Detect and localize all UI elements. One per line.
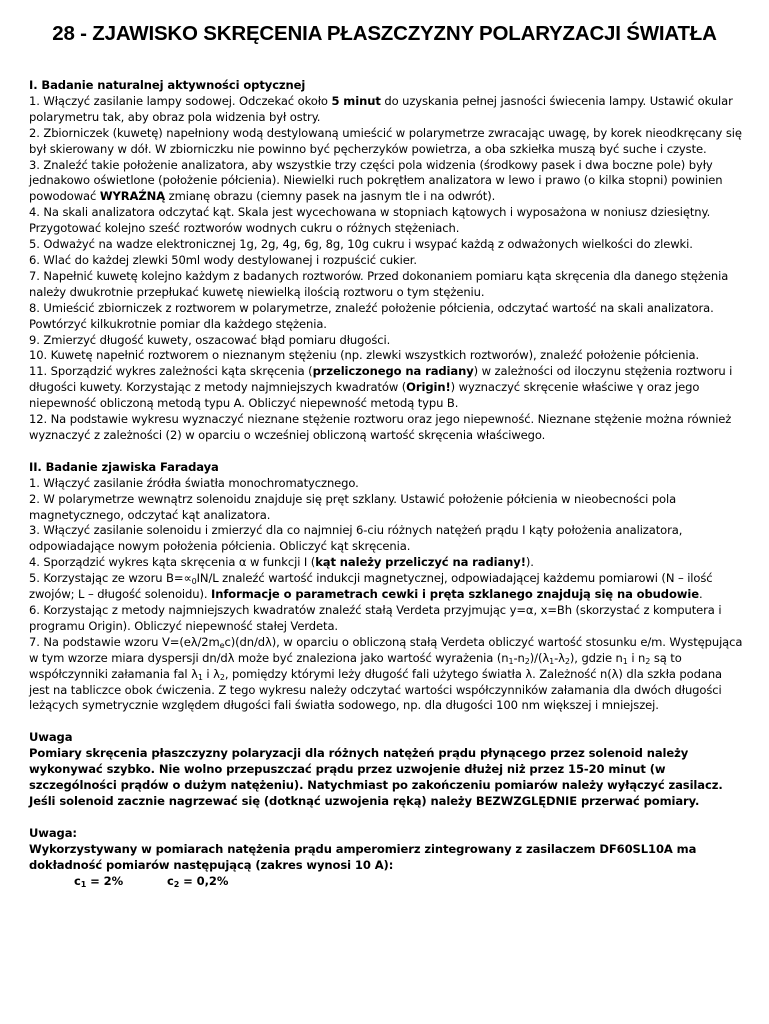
step-emphasis: przeliczonego na radiany: [312, 364, 474, 379]
section-1-step-9: 9. Zmierzyć długość kuwety, oszacować błąd pomiaru długości.: [29, 332, 391, 347]
accuracy-coefficients: [29, 874, 745, 890]
note-1-heading: Uwaga: [29, 730, 73, 745]
section-2-step-1: 1. Włączyć zasilanie źródła światła monochromatycznego.: [29, 475, 359, 490]
step-emphasis: 5 minut: [331, 93, 381, 108]
subscript: 2: [219, 672, 225, 682]
step-text: c)(dn/dλ), w oparciu o obliczoną stałą Verdeta obliczyć wartość stosunku e/m. Występująca w tym wzorze miara dyspersji dn/dλ może być znaleziona jako wartość wyrażenia (n: [29, 634, 743, 665]
step-text: są to współczynniki załamania fal λ: [29, 650, 682, 681]
note-1-text: Pomiary skręcenia płaszczyzny polaryzacji dla różnych natężeń prądu płynącego przez solenoid należy wykonywać szybko. Nie wolno przepuszczać prądu przez uzwojenie dłużej niż przez 15-20 minut (w szczególności prądów o dużym natężeniu). Natychmiast po zakończeniu pomiarów należy wyłączyć zasilacz. Jeśli solenoid zacznie nagrzewać się (dotknąć uzwojenia ręką) należy BEZWZGLĘDNIE przerwać pomiary.: [29, 746, 723, 808]
section-1-step-8: 8. Umieścić zbiorniczek z roztworem w polarymetrze, znaleźć położenie półcienia, odczytać wartość na skali analizatora. Powtórzyć kilkukrotnie pomiar dla każdego stężenia.: [29, 300, 714, 331]
section-2-heading: II. Badanie zjawiska Faradaya: [29, 459, 219, 474]
section-1-step-4: 4. Na skali analizatora odczytać kąt. Skala jest wycechowana w stopniach kątowych i wyposażona w noniusz dziesiętny. Przygotować kolejno sześć roztworów wodnych cukru o różnych stężeniach.: [29, 205, 711, 236]
step-text: zmianę obrazu (ciemny pasek na jasnym tle i na odwrót).: [165, 189, 496, 204]
document-title: 28 - ZJAWISKO SKRĘCENIA PŁASZCZYZNY POLARYZACJI ŚWIATŁA: [52, 22, 717, 45]
step-text: ), gdzie n: [569, 650, 623, 665]
subscript: 0: [191, 577, 197, 587]
subscript: 1: [197, 672, 203, 682]
subscript: 1: [508, 656, 514, 666]
subscript: 1: [622, 656, 628, 666]
step-text: i λ: [202, 666, 220, 681]
section-gap: [29, 444, 745, 460]
section-2-step-3: 3. Włączyć zasilanie solenoidu i zmierzyć dla co najmniej 6-ciu różnych natężeń prądu I kąty położenia analizatora, odpowiadające nowym położenia półcienia. Obliczyć kąt skręcenia.: [29, 523, 683, 554]
section-2-step-5: [29, 571, 745, 603]
step-text: , pomiędzy którymi leży długość fali użytego światła λ. Zależność n(λ) dla szkła podana jest na tabliczce obok ćwiczenia. Z tego wykresu należy odczytać wartości współczynników załamania dla dwóch długości leżących symetrycznie względem długości fali światła sodowego, np. dla długości 100 nm większej i mniejszej.: [29, 666, 723, 713]
step-text: -λ: [554, 650, 565, 665]
section-gap: [29, 714, 745, 730]
note-2-heading: Uwaga:: [29, 825, 77, 840]
step-text: ) wyznaczyć skręcenie właściwe γ oraz jego niepewność obliczoną metodą typu A. Obliczyć niepewność metodą typu B.: [29, 380, 700, 411]
step-text: IN/L znaleźć wartość indukcji magnetycznej, odpowiadającej każdemu pomiarowi (N – ilość zwojów; L – długość solenoidu).: [29, 571, 713, 602]
step-text: do uzyskania pełnej jasności świecenia lampy. Ustawić okular polarymetru tak, aby obraz pola widzenia był ostry.: [29, 93, 733, 124]
step-text: ) w zależności od iloczynu stężenia roztworu i długości kuwety. Korzystając z metody najmniejszych kwadratów (: [29, 364, 733, 395]
coefficient-c2-label: c: [167, 873, 174, 888]
section-1-heading: I. Badanie naturalnej aktywności optycznej: [29, 78, 306, 92]
subscript: 2: [564, 656, 570, 666]
note-2-text: Wykorzystywany w pomiarach natężenia prądu amperomierz zintegrowany z zasilaczem DF60SL10A ma dokładność pomiarów następującą (zakres wynosi 10 A):: [29, 841, 697, 872]
section-1-step-5: 5. Odważyć na wadze elektronicznej 1g, 2g, 4g, 6g, 8g, 10g cukru i wsypać każdą z odważonych wielkości do zlewki.: [29, 237, 693, 252]
step-text: 1. Włączyć zasilanie lampy sodowej. Odczekać około: [29, 93, 332, 108]
step-emphasis: kąt należy przeliczyć na radiany!: [315, 555, 526, 570]
subscript: 1: [80, 879, 87, 889]
step-text: i n: [627, 650, 646, 665]
step-text: 11. Sporządzić wykres zależności kąta skręcenia (: [29, 364, 313, 379]
coefficient-c2-value: = 0,2%: [179, 873, 229, 888]
step-text: )/(λ: [529, 650, 550, 665]
step-emphasis: Informacje o parametrach cewki i pręta szklanego znajdują się na obudowie: [211, 587, 699, 602]
subscript: 1: [549, 656, 555, 666]
section-2-step-6: 6. Korzystając z metody najmniejszych kwadratów znaleźć stałą Verdeta przyjmując y=α, x=Bh (skorzystać z komputera i programu Origin). Obliczyć niepewność stałej Verdeta.: [29, 603, 722, 633]
section-2-step-4: [29, 555, 745, 571]
section-1-step-7: 7. Napełnić kuwetę kolejno każdym z badanych roztworów. Przed dokonaniem pomiaru kąta skręcenia dla danego stężenia należy dwukrotnie przepłukać kuwetę niewielką ilością roztworu o tym stężeniu.: [29, 268, 729, 299]
section-1-step-2: 2. Zbiorniczek (kuwetę) napełniony wodą destylowaną umieścić w polarymetrze zwracając uwagę, by korek nieodkręcany się był skierowany w dół. W zbiorniczku nie powinno być pęcherzyków powietrza, a oba szkiełka muszą być suche i czyste.: [29, 125, 742, 156]
step-text: ).: [525, 555, 534, 570]
step-emphasis: Origin!: [406, 380, 451, 395]
step-text: 4. Sporządzić wykres kąta skręcenia α w funkcji I (: [29, 555, 316, 570]
section-1-step-10: 10. Kuwetę napełnić roztworem o nieznanym stężeniu (np. zlewki wszystkich roztworów), znaleźć położenie półcienia.: [29, 348, 700, 363]
document-body: [29, 78, 745, 890]
coefficient-c1-label: c: [74, 873, 81, 888]
step-text: 3. Znaleźć takie położenie analizatora, aby wszystkie trzy części pola widzenia (środkowy pasek i dwa boczne pole) były jednakowo oświetlone (położenie półcienia). Niewielki ruch pokrętłem analizatora w lewo i prawo (o kilka stopni) powinien powodować: [29, 157, 723, 204]
step-text: 5. Korzystając ze wzoru B=∝: [29, 571, 192, 586]
section-1-step-6: 6. Wlać do każdej zlewki 50ml wody destylowanej i rozpuścić cukier.: [29, 252, 417, 267]
subscript: 2: [173, 879, 180, 889]
section-2-step-7: [29, 635, 745, 715]
subscript: e: [219, 640, 225, 650]
step-text: .: [698, 587, 703, 602]
step-emphasis: WYRAŹNĄ: [99, 189, 166, 204]
subscript: 2: [645, 656, 651, 666]
section-gap: [29, 810, 745, 826]
step-text: -n: [513, 650, 525, 665]
section-1-step-3: [29, 158, 745, 206]
section-1-step-11: [29, 364, 745, 412]
section-1-step-12: 12. Na podstawie wykresu wyznaczyć nieznane stężenie roztworu oraz jego niepewność. Nieznane stężenie można również wyznaczyć z zależności (2) w oparciu o wcześniej obliczoną wartość skręcenia właściwego.: [29, 412, 732, 442]
section-1-step-1: [29, 94, 745, 126]
coefficient-c1-value: = 2%: [86, 873, 124, 888]
subscript: 2: [524, 656, 530, 666]
step-text: 7. Na podstawie wzoru V=(eλ/2m: [29, 634, 220, 649]
section-2-step-2: 2. W polarymetrze wewnątrz solenoidu znajduje się pręt szklany. Ustawić położenie półcienia w nieobecności pola magnetycznego, odczytać kąt analizatora.: [29, 491, 677, 522]
